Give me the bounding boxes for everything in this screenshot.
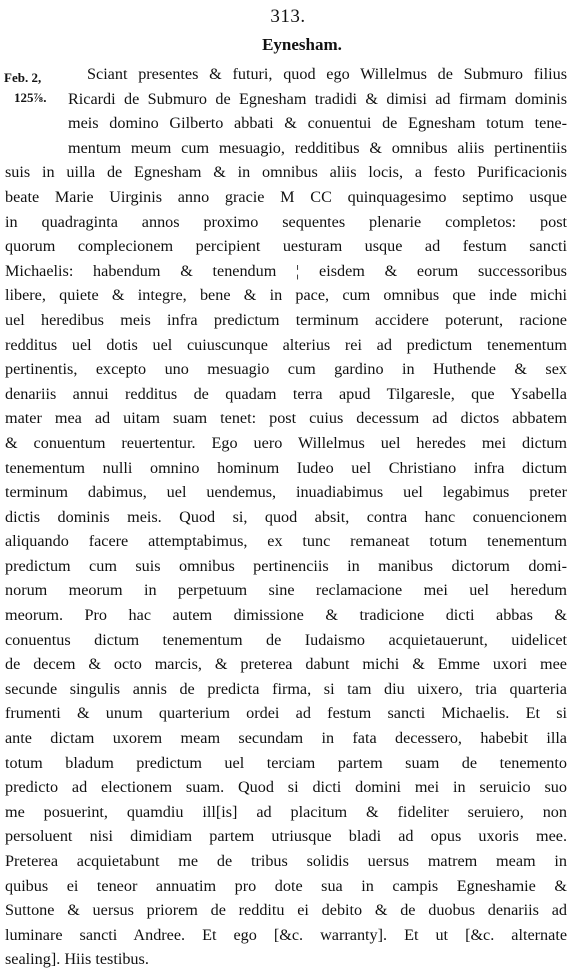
text-line: in quadraginta annos proximo sequentes plenarie completos: post xyxy=(5,212,567,231)
text-line: conuentus dictum tenementum de Iudaismo acquietauerunt, uidelicet xyxy=(5,630,567,649)
text-line: libere, quiete & integre, bene & in pace, cum omnibus que inde michi xyxy=(5,286,567,305)
text-line: quorum complecionem percipient uesturam usque ad festum sancti xyxy=(5,237,567,256)
text-line: totum bladum predictum uel terciam partem suam de tenemento xyxy=(5,753,567,772)
text-line: me posuerint, quamdiu ill[is] ad placitum & fideliter seruiero, non xyxy=(5,802,567,821)
text-line: beate Marie Uirginis anno gracie M CC quinquagesimo septimo usque xyxy=(5,187,567,206)
text-line: Preterea acquietabunt me de tribus solidis uersus matrem meam in xyxy=(5,852,567,870)
text-line: tenementum nulli omnino hominum Iudeo uel Christiano infra dictum xyxy=(5,458,567,477)
text-line: denariis annui redditus de quadam terra apud Tilgaresle, que Ysabella xyxy=(5,384,567,403)
text-line: redditus uel dotis uel cuiuscunque alterius rei ad predictum tenementum xyxy=(5,335,567,354)
text-line: luminare sancti Andree. Et ego [&c. warranty]. Et ut [&c. alternate xyxy=(5,925,567,944)
text-line: suis in uilla de Egnesham & in omnibus aliis locis, a festo Purificacionis xyxy=(5,163,567,182)
margin-date-line-2: 125⅞. xyxy=(14,90,47,105)
text-line: Michaelis: habendum & tenendum ¦ eisdem & eorum successoribus xyxy=(5,261,567,280)
text-line: dictis dominis meis. Quod si, quod absit, contra hanc conuencionem xyxy=(5,507,567,526)
margin-date-line-1: Feb. 2, xyxy=(4,70,42,85)
text-line: sealing]. Hiis testibus. xyxy=(5,950,149,969)
page-number: 313. xyxy=(270,6,306,27)
text-line: secunde singulis annis de predicta firma, si tam diu uixero, tria quarteria xyxy=(5,679,567,698)
text-line: pertinentis, excepto uno mesuagio cum gardino in Huthende & sex xyxy=(5,360,567,379)
text-line: mentum meum cum mesuagio, redditibus & omnibus aliis pertinentiis xyxy=(68,138,567,157)
text-line: meis domino Gilberto abbati & conuentui de Egnesham totum tene- xyxy=(68,114,567,133)
text-line: terminum dabimus, uel uendemus, inuadiabimus uel legabimus preter xyxy=(5,483,567,502)
text-line: frumenti & unum quarterium ordei ad festum sancti Michaelis. Et si xyxy=(5,704,567,723)
text-line: uel heredibus meis infra predictum terminum accidere poterunt, racione xyxy=(5,310,567,329)
charter-text xyxy=(5,62,567,972)
text-line: persoluent nisi dimidiam partem utriusque bladi ad opus uxoris mee. xyxy=(5,827,567,846)
text-line: quibus ei teneor annuatim pro dote sua in campis Egneshamie & xyxy=(5,876,567,895)
text-line: predictum cum suis omnibus pertinenciis in manibus dictorum domi- xyxy=(5,556,567,575)
text-line: de decem & octo marcis, & preterea dabunt michi & Emme uxori mee xyxy=(5,655,567,674)
page-title: Eynesham. xyxy=(262,35,342,54)
text-line: & conuentum reuertentur. Ego uero Willelmus uel heredes mei dictum xyxy=(5,433,567,452)
text-line: Suttone & uersus priorem de redditu ei debito & de duobus denariis ad xyxy=(5,901,567,920)
text-line: ante dictam uxorem meam secundam in fata decessero, habebit illa xyxy=(5,729,567,748)
text-line: aliquando facere attemptabimus, ex tunc remaneat totum tenementum xyxy=(5,532,567,551)
text-line: mater mea ad uitam suam tenet: post cuius decessum ad dictos abbatem xyxy=(5,409,567,428)
text-line: predicto ad electionem suam. Quod si dicti domini mei in seruicio suo xyxy=(5,778,567,797)
text-line: norum meorum in perpetuum sine reclamacione mei uel heredum xyxy=(5,581,567,600)
text-line: Ricardi de Submuro de Egnesham tradidi & dimisi ad firmam dominis xyxy=(68,89,567,108)
text-line: meorum. Pro hac autem dimissione & tradicione dicti abbas & xyxy=(5,606,567,625)
text-line: Sciant presentes & futuri, quod ego Willelmus de Submuro filius xyxy=(87,65,567,83)
